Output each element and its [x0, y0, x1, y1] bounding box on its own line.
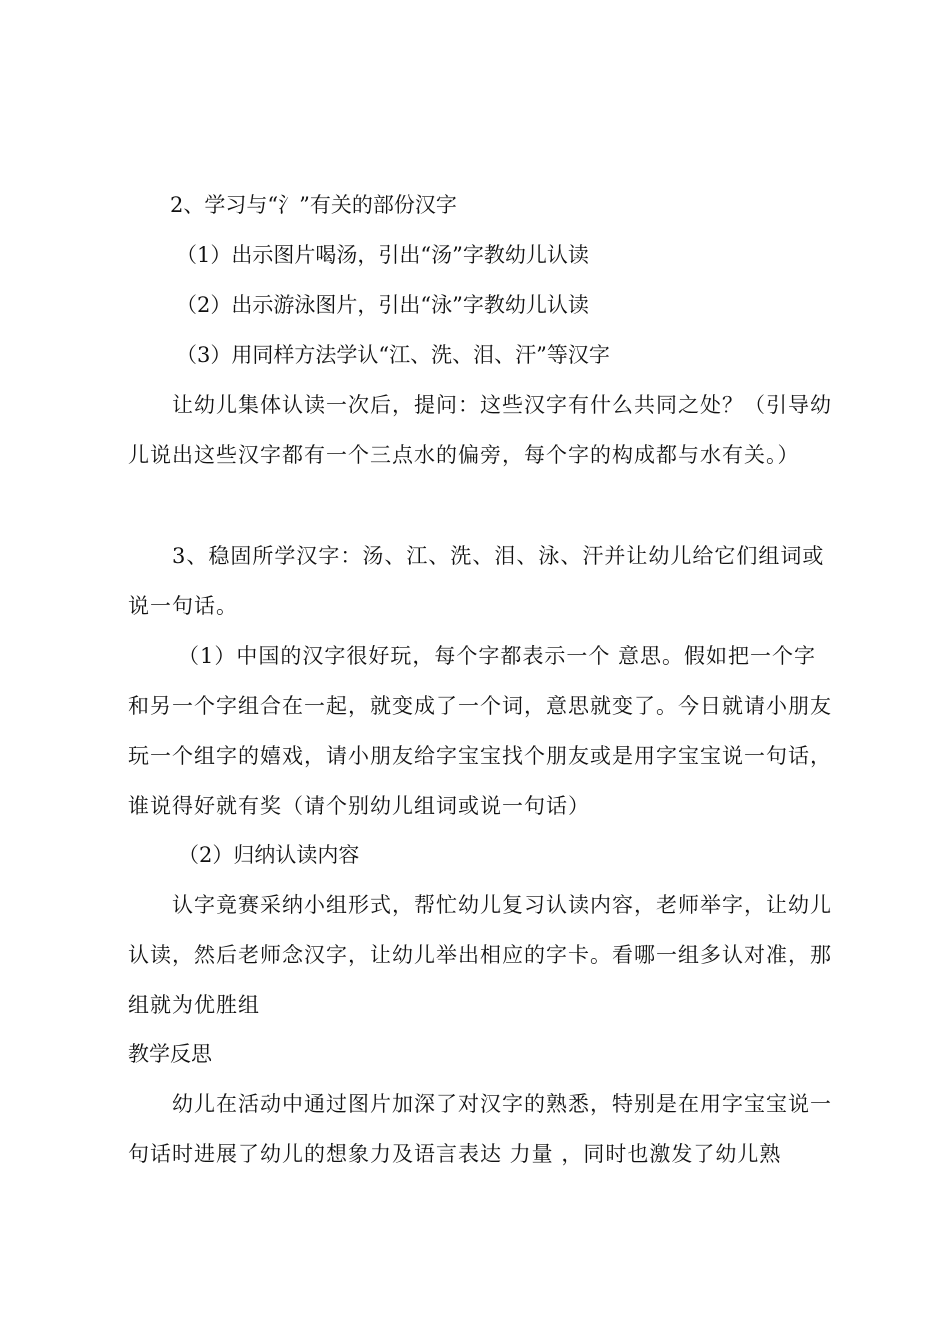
section-title-reflection: 教学反思: [128, 1042, 212, 1066]
list-item-summary: （2）归纳认读内容: [178, 843, 360, 867]
paragraph-competition: 认字竟赛采纳小组形式，帮忙幼儿复习认读内容，老师举字，让幼儿认读，然后老师念汉字，让幼儿举出相应的字卡。看哪一组多认对准，那组就为优胜组: [128, 893, 832, 1017]
section-heading-3: 3、稳固所学汉字：汤、江、洗、泪、泳、汗并让幼儿给它们组词或说一句话。: [128, 544, 825, 618]
list-item-2: （2）出示游泳图片，引出“泳”字教幼儿认读: [176, 293, 589, 317]
list-item-1: （1）出示图片喝汤，引出“汤”字教幼儿认读: [176, 243, 589, 267]
section-heading-2: 2、学习与“氵”有关的部份汉字: [170, 193, 457, 217]
paragraph-game: （1）中国的汉字很好玩，每个字都表示一个 意思。假如把一个字和另一个字组合在一起，就变成了一个词，意思就变了。今日就请小朋友玩一个组字的嬉戏，请小朋友给字宝宝找个朋友或是用字宝宝说一句话，谁说得好就有奖（请个别幼儿组词或说一句话）: [128, 644, 832, 818]
list-item-3: （3）用同样方法学认“江、洗、泪、汗”等汉字: [176, 343, 610, 367]
paragraph-reflection: 幼儿在活动中通过图片加深了对汉字的熟悉，特别是在用字宝宝说一句话时进展了幼儿的想象力及语言表达 力量 ，同时也激发了幼儿熟: [128, 1092, 832, 1166]
paragraph-question: 让幼儿集体认读一次后，提问：这些汉字有什么共同之处？（引导幼儿说出这些汉字都有一个三点水的偏旁，每个字的构成都与水有关。）: [128, 393, 832, 467]
